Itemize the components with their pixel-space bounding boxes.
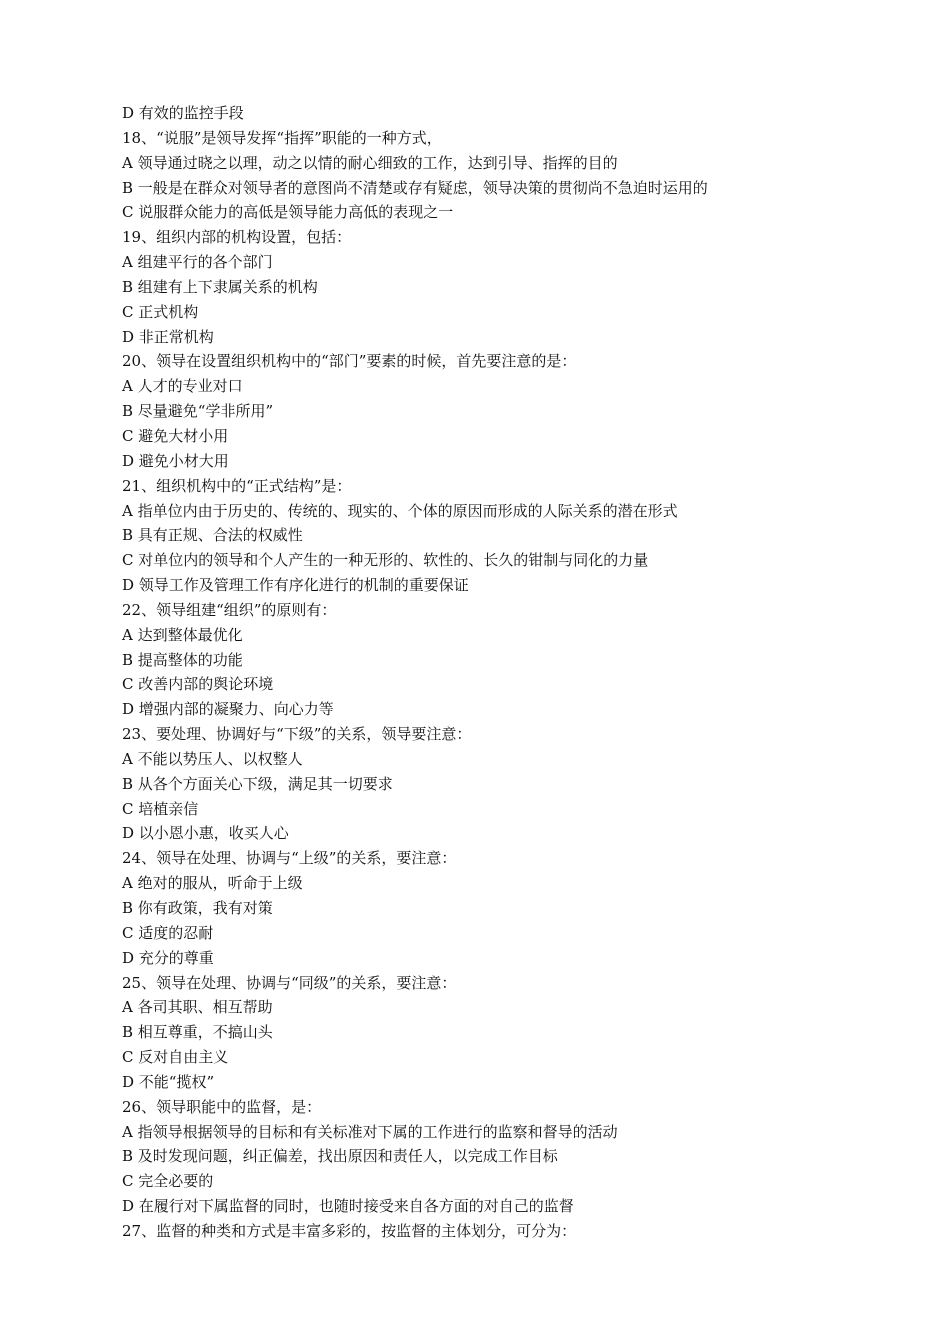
text-line: A 组建平行的各个部门 xyxy=(122,253,273,272)
question-21: 21、组织机构中的“正式结构”是： xyxy=(122,476,352,495)
text-line: D 充分的尊重 xyxy=(122,948,214,967)
text-line: B 及时发现问题，纠正偏差，找出原因和责任人，以完成工作目标 xyxy=(122,1147,558,1166)
text-line: A 领导通过晓之以理，动之以情的耐心细致的工作，达到引导、指挥的目的 xyxy=(122,153,618,172)
text-line: D 在履行对下属监督的同时，也随时接受来自各方面的对自己的监督 xyxy=(122,1197,574,1216)
text-line: D 领导工作及管理工作有序化进行的机制的重要保证 xyxy=(122,576,469,595)
text-line: B 一般是在群众对领导者的意图尚不清楚或存有疑虑，领导决策的贯彻尚不急迫时运用的 xyxy=(122,178,708,197)
question-22: 22、领导组建“组织”的原则有： xyxy=(122,600,337,619)
question-24: 24、领导在处理、协调与“上级”的关系，要注意： xyxy=(122,849,457,868)
text-line: A 指单位内由于历史的、传统的、现实的、个体的原因而形成的人际关系的潜在形式 xyxy=(122,501,678,520)
question-25: 25、领导在处理、协调与“同级”的关系，要注意： xyxy=(122,973,457,992)
text-line: A 绝对的服从，听命于上级 xyxy=(122,874,303,893)
text-line: D 增强内部的凝聚力、向心力等 xyxy=(122,700,334,719)
text-line: D 以小恩小惠，收买人心 xyxy=(122,824,289,843)
text-line: D 避免小材大用 xyxy=(122,451,229,470)
text-line: A 指领导根据领导的目标和有关标准对下属的工作进行的监察和督导的活动 xyxy=(122,1122,618,1141)
document-page xyxy=(122,101,902,1244)
question-26: 26、领导职能中的监督，是： xyxy=(122,1097,322,1116)
text-line: B 提高整体的功能 xyxy=(122,650,243,669)
text-line: B 从各个方面关心下级，满足其一切要求 xyxy=(122,774,393,793)
text-line: B 具有正规、合法的权威性 xyxy=(122,526,303,545)
text-line: C 完全必要的 xyxy=(122,1172,214,1191)
text-line: C 避免大材小用 xyxy=(122,426,229,445)
text-line: C 适度的忍耐 xyxy=(122,923,214,942)
text-line: B 你有政策，我有对策 xyxy=(122,899,273,917)
text-line: A 达到整体最优化 xyxy=(122,625,243,644)
text-line: B 组建有上下隶属关系的机构 xyxy=(122,277,318,296)
text-line: C 培植亲信 xyxy=(122,799,199,818)
question-18: 18、“说服”是领导发挥“指挥”职能的一种方式， xyxy=(122,128,442,147)
question-19: 19、组织内部的机构设置，包括： xyxy=(122,228,352,247)
text-line: C 正式机构 xyxy=(122,302,199,321)
text-line: B 相互尊重，不搞山头 xyxy=(122,1023,273,1042)
text-line: A 各司其职、相互帮助 xyxy=(122,998,273,1017)
text-line: D 不能“揽权” xyxy=(122,1072,215,1091)
text-line: C 改善内部的舆论环境 xyxy=(122,675,274,694)
text-line: D 有效的监控手段 xyxy=(122,104,244,122)
text-line: B 尽量避免“学非所用” xyxy=(122,402,274,421)
text-line: C 对单位内的领导和个人产生的一种无形的、软性的、长久的钳制与同化的力量 xyxy=(122,551,649,570)
text-line: C 说服群众能力的高低是领导能力高低的表现之一 xyxy=(122,203,454,222)
text-line: C 反对自由主义 xyxy=(122,1048,229,1067)
text-line: D 非正常机构 xyxy=(122,327,214,346)
question-27: 27、监督的种类和方式是丰富多彩的，按监督的主体划分，可分为： xyxy=(122,1221,577,1240)
question-20: 20、领导在设置组织机构中的“部门”要素的时候，首先要注意的是： xyxy=(122,352,577,371)
text-line: A 人才的专业对口 xyxy=(122,377,243,396)
question-23: 23、要处理、协调好与“下级”的关系，领导要注意： xyxy=(122,725,472,744)
text-line: A 不能以势压人、以权整人 xyxy=(122,749,303,768)
